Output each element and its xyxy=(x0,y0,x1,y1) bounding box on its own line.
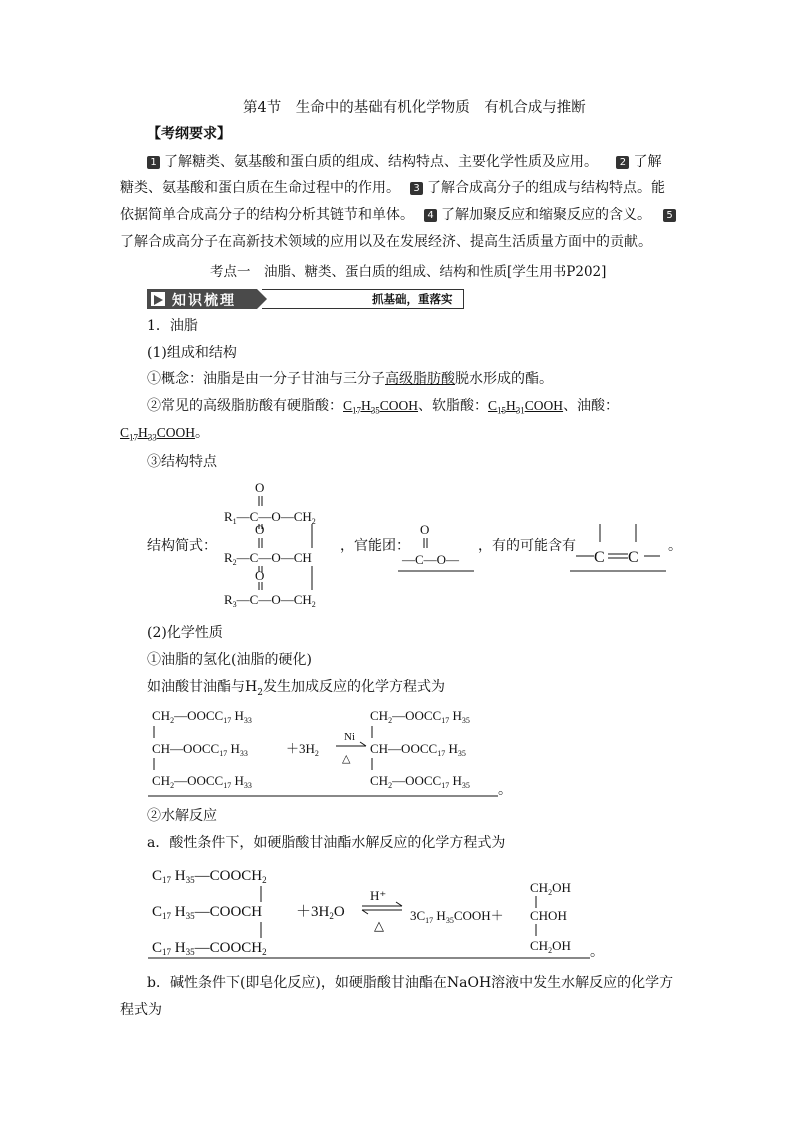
requirement-line-1: 1 了解糖类、氨基酸和蛋白质的组成、结构特点、主要化学性质及应用。 2 了解 xyxy=(147,152,661,172)
ester-group-answer xyxy=(398,520,478,574)
svg-text:△: △ xyxy=(342,753,351,765)
structure-feature-label: ③结构特点 xyxy=(147,454,217,470)
banner-subtitle: 抓基础，重落实 xyxy=(372,292,453,306)
svg-text:CH2—OOCC17 H35: $CH_2—OOCC_{17}$ $H_{35}$ xyxy=(370,773,470,790)
svg-text:CH2—OOCC17 H33: $CH_2—OOCC_{17}$ $H_{33}$ xyxy=(152,708,252,725)
svg-text:Ni: Ni xyxy=(344,731,355,743)
svg-text:C: C xyxy=(628,549,639,566)
acids-line: ②常见的高级脂肪酸有硬脂酸：$C_{17}H_{35}COOH$、软脂酸：$C_{15}H_{31}COOH$、油酸： xyxy=(147,398,620,416)
maybe-contains-label: ，有的可能含有 xyxy=(478,538,576,554)
svg-text:＋3H2: $+3H_2$ xyxy=(286,741,319,758)
banner-label: 知识梳理 xyxy=(172,293,236,309)
svg-text:3C17 H35COOH＋: $3C_{17}$ $H_{35}COOH+$ xyxy=(410,908,504,925)
answer-palmitic: $C_{15}H_{31}COOH$ xyxy=(488,398,564,416)
alkene-group-answer xyxy=(570,520,670,574)
number-badge-5: 5 xyxy=(663,209,676,222)
requirement-line-3: 依据简单合成高分子的结构分析其链节和单体。 4 了解加聚反应和缩聚反应的含义。 5 xyxy=(120,205,680,225)
answer-stearic: $C_{17}H_{35}COOH$ xyxy=(343,398,419,416)
svg-text:CH2OH: $CH_2OH$ xyxy=(530,880,571,897)
base-condition-line-1: b．碱性条件下(即皂化反应)，如硬脂酸甘油酯在NaOH溶液中发生水解反应的化学方 xyxy=(147,975,674,991)
functional-group-label: ，官能团： xyxy=(340,538,410,554)
answer-fatty-acid: 高级脂肪酸 xyxy=(385,371,455,387)
period-mark-3: 。 xyxy=(590,944,604,960)
svg-text:CH2—OOCC17 H35: $CH_2—OOCC_{17}$ $H_{35}$ xyxy=(370,708,470,725)
svg-text:△: △ xyxy=(374,918,384,933)
number-badge-2: 2 xyxy=(616,156,629,169)
svg-text:—C—O—: —C—O— xyxy=(402,552,460,567)
page-title: 第4节 生命中的基础有机化学物质 有机合成与推断 xyxy=(243,100,586,116)
hydrogenation-intro: 如油酸甘油酯与$H_2$发生加成反应的化学方程式为 xyxy=(147,679,445,698)
svg-text:CHOH: CHOH xyxy=(530,908,567,923)
triglyceride-structure xyxy=(220,476,340,616)
svg-text:C17 H35—COOCH2: $C_{17}$ $H_{35}—COOCH_2$ xyxy=(152,868,267,885)
number-badge-3: 3 xyxy=(410,182,423,195)
play-icon xyxy=(151,292,165,306)
number-badge-1: 1 xyxy=(147,156,160,169)
concept-line: ①概念：油脂是由一分子甘油与三分子高级脂肪酸脱水形成的酯。 xyxy=(147,371,553,387)
svg-text:R2—C—O—CH: $R_2—C—O—CH$ xyxy=(224,550,312,567)
requirements-label: 【考纲要求】 xyxy=(147,126,231,142)
svg-text:CH—OOCC17 H35: $CH—OOCC_{17}$ $H_{35}$ xyxy=(370,741,466,758)
svg-text:CH2—OOCC17 H33: $CH_2—OOCC_{17}$ $H_{33}$ xyxy=(152,773,252,790)
hydrogenation-label: ①油脂的氢化(油脂的硬化) xyxy=(147,652,312,668)
svg-text:C17 H35—COOCH2: $C_{17}$ $H_{35}—COOCH_2$ xyxy=(152,940,267,957)
number-badge-4: 4 xyxy=(424,209,437,222)
acids-line-2: $C_{17}H_{33}COOH$。 xyxy=(120,425,210,443)
requirement-line-4: 了解合成高分子在高新技术领域的应用以及在发展经济、提高生活质量方面中的贡献。 xyxy=(120,234,652,250)
structure-formula-label: 结构简式： xyxy=(147,538,217,554)
acid-condition-intro: a．酸性条件下，如硬脂酸甘油酯水解反应的化学方程式为 xyxy=(147,835,506,851)
acid-hydrolysis-equation xyxy=(148,858,598,962)
period-mark-2: 。 xyxy=(498,782,512,798)
svg-text:＋3H2O: $+3H_2O$ xyxy=(296,904,345,921)
answer-oleic: $C_{17}H_{33}COOH$ xyxy=(120,425,196,443)
svg-text:O: O xyxy=(255,480,265,495)
hydrolysis-label: ②水解反应 xyxy=(147,808,217,824)
period-mark: 。 xyxy=(668,538,682,554)
heading-chemical-properties: (2)化学性质 xyxy=(147,625,223,641)
svg-text:R1—C—O—CH2: $R_1—C—O—CH_2$ xyxy=(224,509,316,526)
section-heading: 考点一 油脂、糖类、蛋白质的组成、结构和性质[学生用书P202] xyxy=(210,264,607,280)
requirement-line-2: 糖类、氨基酸和蛋白质在生命过程中的作用。 3 了解合成高分子的组成与结构特点。能 xyxy=(120,180,665,196)
svg-text:O: O xyxy=(255,568,265,583)
heading-composition: (1)组成和结构 xyxy=(147,345,237,361)
svg-text:C: C xyxy=(594,549,605,566)
base-condition-line-2: 程式为 xyxy=(120,1002,162,1018)
hydrogenation-equation xyxy=(148,702,518,800)
svg-text:CH2OH: $CH_2OH$ xyxy=(530,938,571,955)
svg-text:H⁺: H⁺ xyxy=(370,888,387,903)
svg-text:R3—C—O—CH2: $R_3—C—O—CH_2$ xyxy=(224,592,316,609)
svg-text:CH—OOCC17 H33: $CH—OOCC_{17}$ $H_{33}$ xyxy=(152,741,248,758)
svg-text:C17 H35—COOCH: $C_{17}$ $H_{35}—COOCH$ xyxy=(152,904,263,921)
svg-text:O: O xyxy=(420,522,430,537)
svg-text:O: O xyxy=(255,522,265,537)
heading-oils: 1．油脂 xyxy=(147,318,198,334)
